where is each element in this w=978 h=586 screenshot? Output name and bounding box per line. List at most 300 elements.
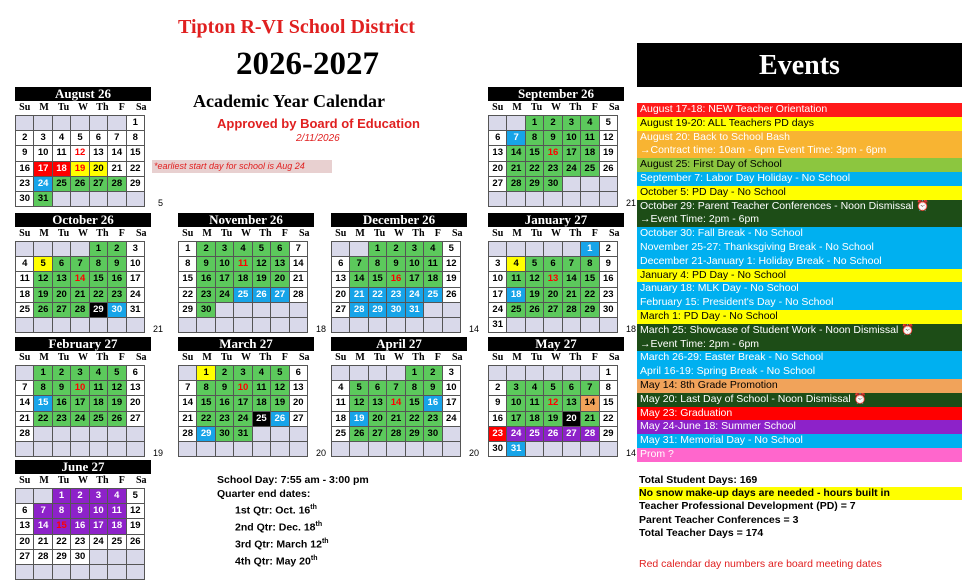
day-cell — [599, 191, 618, 207]
day-cell: 16 — [52, 395, 71, 411]
day-cell — [270, 317, 289, 333]
weekday-label: Th — [259, 352, 272, 363]
event-item: May 31: Memorial Day - No School — [637, 434, 962, 448]
day-cell: 28 — [289, 287, 308, 303]
day-cell: 27 — [126, 411, 145, 427]
day-cell — [442, 317, 461, 333]
weekday-label: Th — [569, 102, 582, 113]
day-cell — [525, 241, 544, 257]
weekday-label: W — [77, 352, 88, 363]
day-cell: 24 — [215, 287, 234, 303]
day-cell — [15, 115, 34, 131]
day-cell: 19 — [543, 411, 562, 427]
event-item: October 29: Parent Teacher Conferences - Noon Dismissal ⏰ — [637, 200, 962, 214]
day-cell — [543, 441, 562, 457]
week-row — [331, 411, 467, 426]
day-cell — [349, 241, 368, 257]
day-cell: 15 — [52, 518, 71, 534]
day-cell: 2 — [488, 380, 507, 396]
week-row — [488, 365, 624, 380]
day-cell — [89, 426, 108, 442]
day-cell — [289, 317, 308, 333]
day-cell: 16 — [15, 161, 34, 177]
day-cell — [215, 302, 234, 318]
day-cell — [233, 317, 252, 333]
day-cell: 23 — [423, 411, 442, 427]
day-cell: 26 — [525, 302, 544, 318]
quarter-4: 4th Qtr: May 20th — [235, 555, 318, 568]
day-cell: 7 — [178, 380, 197, 396]
day-cell: 9 — [196, 256, 215, 272]
day-cell: 28 — [386, 426, 405, 442]
day-cell — [233, 302, 252, 318]
day-cell: 14 — [562, 271, 581, 287]
month-title: March 27 — [178, 337, 314, 351]
day-cell — [349, 317, 368, 333]
day-cell — [52, 564, 71, 580]
weekday-label: M — [355, 228, 365, 239]
day-cell: 9 — [386, 256, 405, 272]
week-row — [15, 176, 151, 191]
day-cell: 19 — [107, 395, 126, 411]
day-cell: 17 — [33, 161, 52, 177]
week-row — [15, 115, 151, 130]
month-calendar — [488, 86, 636, 209]
day-cell — [331, 441, 350, 457]
day-cell: 7 — [289, 241, 308, 257]
day-cell: 2 — [423, 365, 442, 381]
day-cell — [252, 426, 271, 442]
day-cell: 10 — [89, 503, 108, 519]
day-cell: 17 — [562, 145, 581, 161]
day-cell: 22 — [126, 161, 145, 177]
day-cell: 15 — [525, 145, 544, 161]
day-cell — [89, 191, 108, 207]
day-cell: 17 — [126, 271, 145, 287]
event-item: March 1: PD Day - No School — [637, 310, 962, 324]
week-row — [331, 241, 467, 256]
week-row — [15, 287, 151, 302]
day-cell: 11 — [52, 145, 71, 161]
day-cell: 7 — [386, 380, 405, 396]
weekday-label: F — [591, 352, 598, 363]
month-calendar — [331, 212, 479, 335]
day-cell: 26 — [107, 411, 126, 427]
month-calendar — [15, 86, 163, 209]
month-title: May 27 — [488, 337, 624, 351]
day-cell: 3 — [89, 488, 108, 504]
event-item: August 19-20: ALL Teachers PD days — [637, 117, 962, 131]
day-cell: 14 — [506, 145, 525, 161]
weekday-label: F — [281, 228, 288, 239]
day-cell: 18 — [252, 395, 271, 411]
day-cell: 26 — [270, 411, 289, 427]
day-cell: 26 — [543, 426, 562, 442]
day-cell: 5 — [252, 241, 271, 257]
day-cell: 7 — [349, 256, 368, 272]
week-row — [15, 564, 151, 579]
day-cell — [270, 426, 289, 442]
weekday-label: M — [355, 352, 365, 363]
day-cell: 6 — [15, 503, 34, 519]
weekday-label: Su — [492, 102, 504, 113]
day-cell — [580, 317, 599, 333]
weekday-label: Th — [96, 102, 109, 113]
day-cell — [488, 365, 507, 381]
day-cell: 4 — [580, 115, 599, 131]
event-item: May 20: Last Day of School - Noon Dismissal ⏰ — [637, 393, 962, 407]
day-cell — [126, 426, 145, 442]
day-cell: 16 — [599, 271, 618, 287]
day-cell: 14 — [70, 271, 89, 287]
day-cell: 18 — [580, 145, 599, 161]
day-cell: 9 — [543, 130, 562, 146]
weekday-label: Tu — [220, 352, 233, 363]
week-row — [488, 161, 624, 176]
day-cell: 31 — [33, 191, 52, 207]
day-cell: 18 — [233, 271, 252, 287]
day-cell — [562, 317, 581, 333]
day-cell — [270, 302, 289, 318]
day-cell — [215, 441, 234, 457]
day-cell: 16 — [386, 271, 405, 287]
weekday-label: Th — [412, 228, 425, 239]
day-cell: 24 — [562, 161, 581, 177]
day-cell: 16 — [196, 271, 215, 287]
day-cell — [196, 441, 215, 457]
day-cell — [349, 365, 368, 381]
day-cell: 14 — [178, 395, 197, 411]
week-row — [331, 317, 467, 332]
day-cell: 24 — [488, 302, 507, 318]
day-cell: 21 — [349, 287, 368, 303]
day-cell: 20 — [126, 395, 145, 411]
day-cell — [506, 317, 525, 333]
weekday-label: Tu — [57, 228, 70, 239]
day-cell: 5 — [543, 380, 562, 396]
day-cell: 11 — [15, 271, 34, 287]
day-cell: 31 — [506, 441, 525, 457]
day-cell: 6 — [488, 130, 507, 146]
day-cell: 19 — [70, 161, 89, 177]
day-cell — [15, 488, 34, 504]
day-cell: 11 — [506, 271, 525, 287]
week-row — [488, 426, 624, 441]
weekday-header — [331, 351, 467, 365]
weekday-header — [488, 227, 624, 241]
day-cell — [178, 441, 197, 457]
day-cell: 20 — [543, 287, 562, 303]
day-cell: 3 — [215, 241, 234, 257]
day-cell — [33, 241, 52, 257]
day-cell: 26 — [252, 287, 271, 303]
day-cell — [543, 317, 562, 333]
day-cell: 23 — [107, 287, 126, 303]
day-cell: 14 — [386, 395, 405, 411]
week-row — [178, 411, 314, 426]
day-cell: 22 — [52, 534, 71, 550]
day-cell: 2 — [15, 130, 34, 146]
weekday-label: Tu — [373, 352, 386, 363]
day-cell: 3 — [405, 241, 424, 257]
week-row — [488, 317, 624, 332]
day-cell: 6 — [289, 365, 308, 381]
event-item: October 5: PD Day - No School — [637, 186, 962, 200]
day-cell: 21 — [289, 271, 308, 287]
day-cell: 22 — [196, 411, 215, 427]
weekday-label: Sa — [451, 352, 463, 363]
week-row — [331, 441, 467, 456]
day-cell — [107, 317, 126, 333]
weekday-label: Sa — [135, 352, 147, 363]
day-cell — [368, 441, 387, 457]
approval-note: Approved by Board of Education — [217, 116, 420, 131]
day-cell: 19 — [349, 411, 368, 427]
day-cell — [52, 115, 71, 131]
day-cell: 26 — [126, 534, 145, 550]
day-cell: 4 — [252, 365, 271, 381]
week-row — [15, 271, 151, 286]
day-cell: 8 — [33, 380, 52, 396]
week-row — [488, 380, 624, 395]
day-cell: 26 — [33, 302, 52, 318]
weekday-label: Su — [335, 352, 347, 363]
day-cell: 24 — [405, 287, 424, 303]
day-cell: 10 — [442, 380, 461, 396]
day-cell — [252, 302, 271, 318]
day-cell — [126, 441, 145, 457]
day-cell — [506, 365, 525, 381]
day-cell: 9 — [215, 380, 234, 396]
day-cell — [488, 115, 507, 131]
day-cell — [107, 191, 126, 207]
day-cell — [368, 365, 387, 381]
weekday-label: Tu — [530, 228, 543, 239]
week-row — [331, 256, 467, 271]
day-cell — [562, 176, 581, 192]
day-cell: 15 — [599, 395, 618, 411]
weekday-label: Sa — [608, 228, 620, 239]
day-cell — [70, 241, 89, 257]
week-row — [178, 302, 314, 317]
day-cell: 27 — [543, 302, 562, 318]
calendar-subtitle: Academic Year Calendar — [193, 91, 385, 111]
day-cell: 10 — [33, 145, 52, 161]
day-cell: 1 — [580, 241, 599, 257]
day-cell: 7 — [107, 130, 126, 146]
day-cell: 21 — [562, 287, 581, 303]
day-cell: 10 — [70, 380, 89, 396]
week-row — [15, 380, 151, 395]
day-cell — [33, 115, 52, 131]
day-cell: 6 — [270, 241, 289, 257]
week-row — [178, 271, 314, 286]
event-item: May 24-June 18: Summer School — [637, 420, 962, 434]
day-cell: 26 — [442, 287, 461, 303]
week-row — [15, 549, 151, 564]
day-cell: 1 — [368, 241, 387, 257]
day-cell: 1 — [178, 241, 197, 257]
weekday-header — [488, 101, 624, 115]
day-cell: 1 — [196, 365, 215, 381]
day-cell: 9 — [52, 380, 71, 396]
day-cell — [599, 317, 618, 333]
day-cell: 19 — [525, 287, 544, 303]
day-cell — [423, 317, 442, 333]
weekday-label: W — [240, 352, 251, 363]
day-cell: 26 — [70, 176, 89, 192]
day-cell — [562, 241, 581, 257]
day-cell: 12 — [33, 271, 52, 287]
day-cell: 5 — [525, 256, 544, 272]
week-row — [488, 302, 624, 317]
day-cell: 20 — [270, 271, 289, 287]
day-cell — [525, 317, 544, 333]
day-cell: 5 — [349, 380, 368, 396]
ptc-days: Parent Teacher Conferences = 3 — [639, 513, 799, 526]
day-cell — [89, 564, 108, 580]
week-row — [178, 426, 314, 441]
day-cell: 8 — [368, 256, 387, 272]
day-cell: 29 — [126, 176, 145, 192]
day-cell: 5 — [126, 488, 145, 504]
event-item: August 25: First Day of School — [637, 158, 962, 172]
weekday-label: Su — [19, 228, 31, 239]
day-cell: 17 — [506, 411, 525, 427]
week-row — [331, 380, 467, 395]
day-cell — [368, 317, 387, 333]
weekday-label: Su — [19, 102, 31, 113]
event-item: March 25: Showcase of Student Work - Noon Dismissal ⏰ — [637, 324, 962, 338]
month-title: August 26 — [15, 87, 151, 101]
day-cell — [15, 317, 34, 333]
day-cell: 3 — [442, 365, 461, 381]
day-cell: 4 — [15, 256, 34, 272]
day-cell: 5 — [599, 115, 618, 131]
day-cell: 22 — [89, 287, 108, 303]
weekday-label: W — [240, 228, 251, 239]
day-cell: 12 — [70, 145, 89, 161]
week-row — [178, 256, 314, 271]
day-cell — [442, 441, 461, 457]
day-cell: 19 — [270, 395, 289, 411]
event-item: October 30: Fall Break - No School — [637, 227, 962, 241]
day-cell: 14 — [349, 271, 368, 287]
day-cell: 16 — [488, 411, 507, 427]
event-item: January 18: MLK Day - No School — [637, 282, 962, 296]
day-cell: 5 — [70, 130, 89, 146]
day-cell: 12 — [252, 256, 271, 272]
day-cell: 10 — [506, 395, 525, 411]
day-cell: 11 — [580, 130, 599, 146]
day-cell: 31 — [488, 317, 507, 333]
day-cell: 15 — [89, 271, 108, 287]
weekday-label: Sa — [298, 228, 310, 239]
day-cell: 30 — [423, 426, 442, 442]
day-cell: 5 — [33, 256, 52, 272]
day-cell: 11 — [107, 503, 126, 519]
day-cell: 11 — [233, 256, 252, 272]
day-cell — [15, 441, 34, 457]
day-cell: 25 — [52, 176, 71, 192]
day-cell: 25 — [580, 161, 599, 177]
day-cell: 11 — [89, 380, 108, 396]
week-row — [178, 395, 314, 410]
day-cell: 4 — [506, 256, 525, 272]
day-cell: 24 — [70, 411, 89, 427]
day-cell: 8 — [52, 503, 71, 519]
day-cell — [386, 365, 405, 381]
day-cell: 28 — [178, 426, 197, 442]
day-cell: 12 — [442, 256, 461, 272]
day-cell — [33, 317, 52, 333]
day-cell: 4 — [89, 365, 108, 381]
week-row — [488, 441, 624, 456]
week-row — [488, 256, 624, 271]
day-cell: 2 — [52, 365, 71, 381]
day-cell — [580, 365, 599, 381]
day-cell: 21 — [580, 411, 599, 427]
weekday-label: W — [393, 352, 404, 363]
day-cell — [599, 176, 618, 192]
day-cell: 29 — [52, 549, 71, 565]
day-cell: 13 — [368, 395, 387, 411]
day-cell: 8 — [178, 256, 197, 272]
day-cell: 9 — [488, 395, 507, 411]
day-cell: 17 — [70, 395, 89, 411]
day-cell — [580, 176, 599, 192]
month-calendar — [488, 336, 636, 459]
day-cell: 10 — [215, 256, 234, 272]
day-cell: 10 — [233, 380, 252, 396]
month-title: September 26 — [488, 87, 624, 101]
day-cell: 27 — [368, 426, 387, 442]
day-cell — [331, 317, 350, 333]
quarter-2: 2nd Qtr: Dec. 18th — [235, 521, 323, 534]
weekday-label: W — [550, 352, 561, 363]
day-cell: 28 — [33, 549, 52, 565]
day-cell: 20 — [89, 161, 108, 177]
weekday-label: M — [39, 352, 49, 363]
day-cell: 23 — [52, 411, 71, 427]
day-cell: 23 — [196, 287, 215, 303]
week-row — [178, 365, 314, 380]
week-row — [178, 287, 314, 302]
month-day-count: 14 — [468, 324, 479, 335]
day-cell: 31 — [126, 302, 145, 318]
day-cell: 4 — [423, 241, 442, 257]
day-cell: 8 — [196, 380, 215, 396]
day-cell — [562, 191, 581, 207]
week-row — [178, 441, 314, 456]
quarter-end-label: Quarter end dates: — [217, 487, 311, 500]
day-cell — [52, 241, 71, 257]
week-row — [15, 161, 151, 176]
week-row — [15, 302, 151, 317]
weekday-label: Sa — [451, 228, 463, 239]
day-cell: 18 — [15, 287, 34, 303]
day-cell: 18 — [506, 287, 525, 303]
day-cell: 30 — [215, 426, 234, 442]
day-cell: 13 — [331, 271, 350, 287]
day-cell: 23 — [70, 534, 89, 550]
day-cell: 29 — [196, 426, 215, 442]
day-cell: 18 — [89, 395, 108, 411]
day-cell: 28 — [506, 176, 525, 192]
day-cell — [423, 441, 442, 457]
day-cell — [562, 441, 581, 457]
day-cell — [215, 317, 234, 333]
